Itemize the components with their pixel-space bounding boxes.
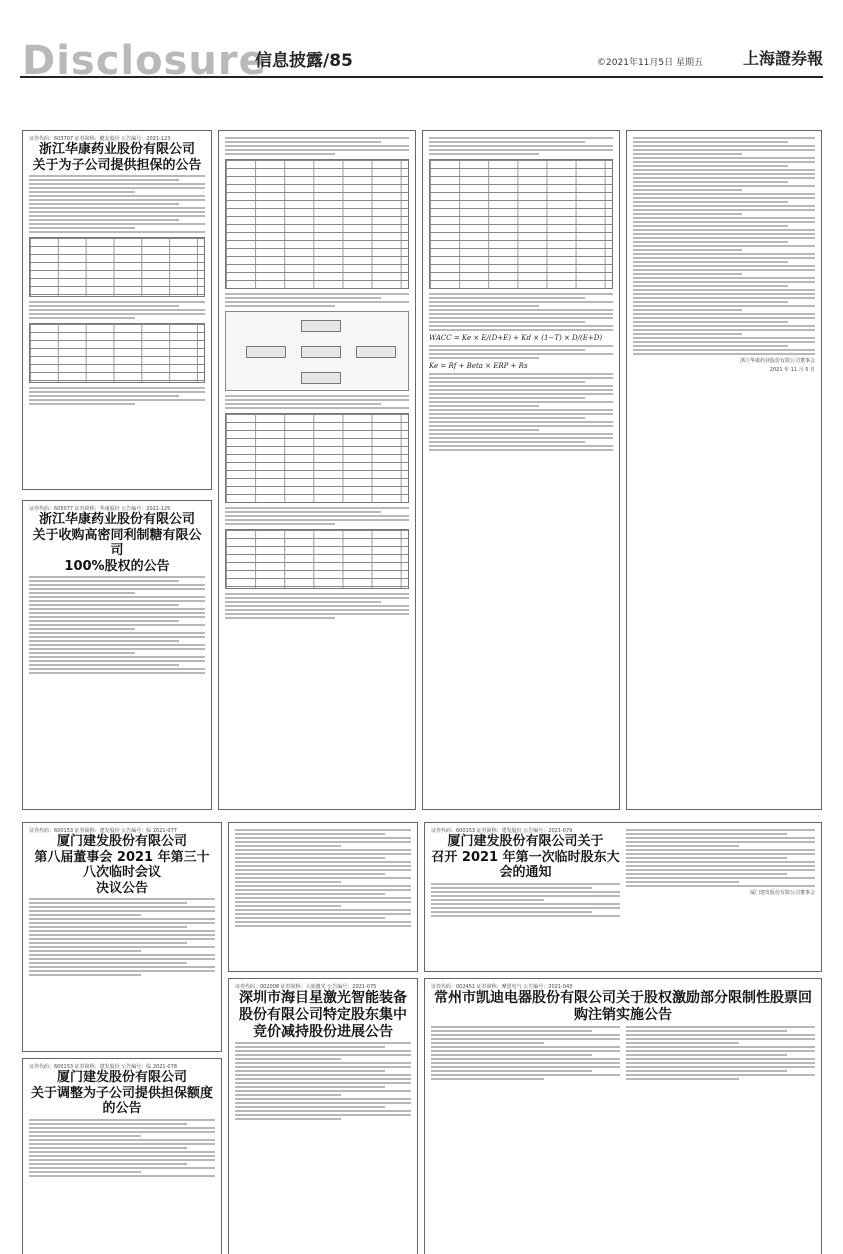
signature: 厦门建发股份有限公司董事会: [749, 890, 815, 896]
signature-date: 2021 年 11 月 5 日: [769, 367, 815, 373]
announcement-board-resolution: [22, 822, 222, 1052]
brand-logo: Disclosure: [22, 38, 267, 84]
announcement-meta: 证券代码：600153 证券简称：建发股份 公告编号：2021-079: [431, 828, 573, 834]
valuation-section: [422, 130, 620, 810]
signature: 浙江华康药业股份有限公司董事会: [739, 358, 815, 364]
title-line: 100%股权的公告: [64, 558, 170, 574]
announcement-title: [29, 512, 205, 574]
valuation-continued: [626, 130, 822, 810]
announcement-share-reduction: [228, 978, 418, 1254]
title-line: 浙江华康药业股份有限公司: [38, 142, 195, 157]
page-number: /85: [323, 51, 353, 71]
announcement-stock-buyback: [424, 978, 822, 1254]
announcement-title: 深圳市海目星激光智能装备股份有限公司特定股东集中竞价减持股份进展公告: [239, 990, 407, 1040]
announcement-title: [29, 834, 215, 896]
board-resolution-continued: [228, 822, 418, 972]
title-line: 第八届董事会 2021 年第三十八次临时会议: [34, 849, 210, 881]
announcement-title: [431, 834, 620, 881]
section-name: 信息披露: [255, 51, 323, 71]
title-line: 关于为子公司提供担保的公告: [32, 157, 202, 173]
title-line: 关于调整为子公司提供担保额度的公告: [30, 1085, 213, 1117]
org-chart: [225, 311, 409, 391]
announcement-title: 常州市凯迪电器股份有限公司关于股权激励部分限制性股票回购注销实施公告: [434, 990, 812, 1023]
data-table: [429, 159, 613, 289]
announcement-title: [29, 142, 205, 173]
data-table: [29, 323, 205, 383]
title-line: 关于收购高密同利制糖有限公司: [32, 527, 202, 559]
announcement-meta: 证券代码：603707 证券简称：健友股份 公告编号：2021-123: [29, 136, 171, 142]
section-title: [255, 46, 353, 71]
announcement-title: [29, 1070, 215, 1117]
announcement-acquisition: [22, 500, 212, 810]
title-line: 召开 2021 年第一次临时股东大会的通知: [431, 849, 620, 881]
data-table: [225, 413, 409, 503]
title-line: 厦门建发股份有限公司: [56, 834, 187, 849]
announcement-guarantee-adjust: [22, 1058, 222, 1254]
announcement-meta: 证券代码：600153 证券简称：建发股份 公告编号：临 2021-078: [29, 1064, 177, 1070]
announcement-meta: 证券代码：002008 证券简称：大族激光 公告编号：2021-075: [235, 984, 377, 990]
title-line: 决议公告: [95, 880, 148, 896]
data-table: [29, 237, 205, 297]
announcement-shareholder-meeting: [424, 822, 822, 972]
dateline: ©2021年11月5日 星期五: [597, 58, 703, 68]
title-line: 厦门建发股份有限公司: [56, 1070, 187, 1085]
title-line: 厦门建发股份有限公司关于: [447, 834, 604, 849]
masthead-rule: [20, 76, 823, 78]
paper-name: 上海證券報: [742, 49, 823, 68]
formula-ke: Ke = Rf + Beta × ERP + Rs: [429, 362, 528, 370]
acquisition-continued: [218, 130, 416, 810]
title-line: 浙江华康药业股份有限公司: [38, 512, 195, 527]
announcement-guarantee: [22, 130, 212, 490]
formula-wacc: WACC = Ke × E/(D+E) + Kd × (1−T) × D/(E+D): [429, 334, 603, 342]
data-table: [225, 529, 409, 589]
masthead: [0, 0, 843, 92]
announcement-meta: 证券代码：605077 证券简称：华康股份 公告编号：2021-125: [29, 506, 171, 512]
data-table: [225, 159, 409, 289]
announcement-meta: 证券代码：600153 证券简称：建发股份 公告编号：临 2021-077: [29, 828, 177, 834]
announcement-meta: 证券代码：002451 证券简称：摩恩电气 公告编号：2021-043: [431, 984, 573, 990]
